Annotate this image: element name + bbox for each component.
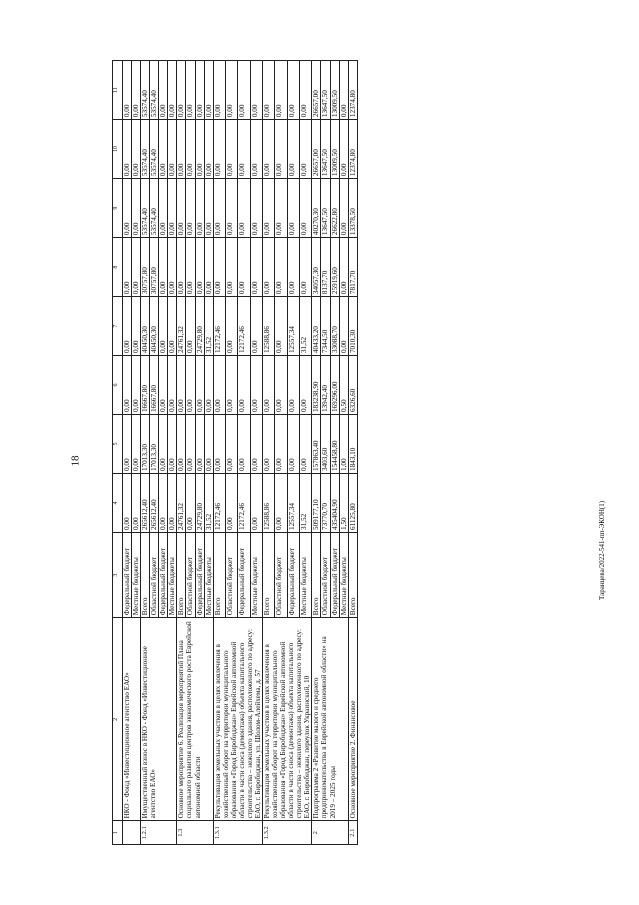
- value-cell: 0,00: [263, 61, 275, 120]
- value-cell: 24729,80: [195, 297, 204, 356]
- value-cell: 13942,40: [321, 356, 330, 415]
- value-cell: 40270,30: [312, 179, 321, 238]
- value-cell: 0,00: [159, 238, 168, 297]
- row-name: Основное мероприятие 6. Реализация мероприятий Плана социального развития центров экономического роста Еврейской автономной области: [177, 618, 213, 821]
- rotated-table-wrap: [112, 60, 617, 845]
- source-label: Всего: [141, 533, 150, 618]
- value-cell: 13009,50: [330, 61, 339, 120]
- column-number: 4: [113, 474, 123, 533]
- value-cell: 0,00: [204, 238, 213, 297]
- value-cell: 12588,86: [263, 474, 275, 533]
- value-cell: 0,00: [186, 238, 195, 297]
- value-cell: 0,00: [168, 120, 177, 179]
- value-cell: 0,00: [339, 238, 348, 297]
- value-cell: 24729,80: [195, 474, 204, 533]
- value-cell: 0,00: [339, 297, 348, 356]
- table-row: [123, 61, 132, 845]
- value-cell: 0,00: [186, 61, 195, 120]
- value-cell: 0,00: [186, 415, 195, 474]
- value-cell: 0,00: [300, 120, 312, 179]
- value-cell: 24761,32: [177, 474, 186, 533]
- value-cell: 0,00: [204, 179, 213, 238]
- value-cell: 0,00: [204, 120, 213, 179]
- value-cell: 0,00: [159, 356, 168, 415]
- value-cell: 0,00: [195, 238, 204, 297]
- value-cell: 0,00: [186, 356, 195, 415]
- column-number: 1: [113, 821, 123, 845]
- column-number: 11: [113, 61, 123, 120]
- value-cell: 0,00: [123, 297, 132, 356]
- row-number: 2: [312, 821, 348, 845]
- source-label: Федеральный бюджет: [123, 533, 132, 618]
- value-cell: 0,00: [225, 297, 237, 356]
- table-row: [213, 61, 225, 845]
- value-cell: 0,00: [250, 61, 262, 120]
- value-cell: 0,00: [238, 120, 250, 179]
- value-cell: 0,50: [339, 356, 348, 415]
- value-cell: 16667,80: [141, 356, 150, 415]
- value-cell: 34057,30: [312, 238, 321, 297]
- source-label: Всего: [263, 533, 275, 618]
- value-cell: 73770,70: [321, 474, 330, 533]
- value-cell: 157863,40: [312, 415, 321, 474]
- value-cell: 0,00: [177, 356, 186, 415]
- value-cell: 7344,50: [321, 297, 330, 356]
- value-cell: 0,00: [250, 179, 262, 238]
- value-cell: 25919,60: [330, 238, 339, 297]
- source-label: Местные бюджеты: [168, 533, 177, 618]
- value-cell: 0,00: [263, 238, 275, 297]
- value-cell: 0,00: [177, 415, 186, 474]
- value-cell: 0,00: [275, 120, 287, 179]
- value-cell: 0,00: [177, 61, 186, 120]
- value-cell: 509177,10: [312, 474, 321, 533]
- value-cell: 40450,30: [150, 297, 159, 356]
- row-name: Рекультивация земельных участков в целях вовлечения в хозяйственный оборот на территории муниципального образования «Город Биробиджан» Еврейской автономной области в части сноса (демонтажа) объекта капитального строительства – нежилого здания, расположенного по адресу: ЕАО, г. Биробиджан, переулок Украинский, 10: [263, 618, 312, 821]
- value-cell: 0,00: [300, 415, 312, 474]
- source-label: Федеральный бюджет: [159, 533, 168, 618]
- value-cell: 0,00: [186, 474, 195, 533]
- value-cell: 0,00: [339, 179, 348, 238]
- value-cell: 0,00: [195, 120, 204, 179]
- column-number: 3: [113, 533, 123, 618]
- value-cell: 0,00: [300, 238, 312, 297]
- value-cell: 0,00: [238, 238, 250, 297]
- value-cell: 17013,30: [150, 415, 159, 474]
- source-label: Всего: [348, 533, 357, 618]
- document-stamp: Таранцева/2022-541-пп-ЭКОН(1): [598, 500, 606, 600]
- value-cell: 12557,34: [287, 474, 299, 533]
- value-cell: 0,00: [213, 61, 225, 120]
- value-cell: 0,00: [168, 415, 177, 474]
- value-cell: 0,00: [225, 120, 237, 179]
- budget-table: [112, 60, 358, 845]
- column-number: 9: [113, 179, 123, 238]
- value-cell: 12172,46: [238, 474, 250, 533]
- value-cell: 53574,40: [141, 120, 150, 179]
- source-label: Местные бюджеты: [204, 533, 213, 618]
- value-cell: 0,00: [275, 415, 287, 474]
- source-label: Местные бюджеты: [300, 533, 312, 618]
- value-cell: 0,00: [250, 356, 262, 415]
- value-cell: 0,00: [300, 179, 312, 238]
- value-cell: 17013,30: [141, 415, 150, 474]
- value-cell: 12588,86: [263, 297, 275, 356]
- value-cell: 0,00: [238, 415, 250, 474]
- value-cell: 0,00: [123, 120, 132, 179]
- value-cell: 0,00: [186, 120, 195, 179]
- value-cell: 0,00: [300, 356, 312, 415]
- column-number: 10: [113, 120, 123, 179]
- source-label: Областной бюджет: [225, 533, 237, 618]
- value-cell: 0,00: [132, 61, 141, 120]
- value-cell: 0,00: [287, 179, 299, 238]
- column-number: 5: [113, 415, 123, 474]
- value-cell: 0,00: [204, 61, 213, 120]
- value-cell: 12557,34: [287, 297, 299, 356]
- value-cell: 0,00: [275, 238, 287, 297]
- value-cell: 0,00: [238, 179, 250, 238]
- value-cell: 435404,90: [330, 474, 339, 533]
- value-cell: 0,00: [168, 356, 177, 415]
- value-cell: 33088,70: [330, 297, 339, 356]
- value-cell: 61125,80: [348, 474, 357, 533]
- value-cell: 0,00: [300, 61, 312, 120]
- value-cell: 0,00: [132, 356, 141, 415]
- value-cell: 0,00: [177, 120, 186, 179]
- source-label: Областной бюджет: [150, 533, 159, 618]
- value-cell: 0,00: [177, 238, 186, 297]
- source-label: Областной бюджет: [275, 533, 287, 618]
- value-cell: 31,52: [204, 297, 213, 356]
- value-cell: 169296,00: [330, 356, 339, 415]
- source-label: Всего: [312, 533, 321, 618]
- value-cell: 0,00: [287, 238, 299, 297]
- value-cell: 13647,50: [321, 179, 330, 238]
- value-cell: 0,00: [238, 61, 250, 120]
- header-row: [113, 61, 123, 845]
- value-cell: 26657,00: [312, 61, 321, 120]
- value-cell: 0,00: [123, 61, 132, 120]
- value-cell: 0,00: [225, 474, 237, 533]
- row-name: Рекультивация земельных участков в целях вовлечения в хозяйственный оборот на территории муниципального образования «Город Биробиджан» Еврейской автономной области в части сноса (демонтажа) объекта капитального строительства – нежилого здания, расположенного по адресу: ЕАО, г. Биробиджан, ул. Шолом-Алейхема, д. 57: [213, 618, 262, 821]
- value-cell: 1,00: [339, 415, 348, 474]
- value-cell: 24761,32: [177, 297, 186, 356]
- value-cell: 0,00: [159, 120, 168, 179]
- source-label: Федеральный бюджет: [195, 533, 204, 618]
- table-row: [177, 61, 186, 845]
- value-cell: 0,00: [225, 356, 237, 415]
- value-cell: 0,00: [339, 120, 348, 179]
- value-cell: 1843,10: [348, 415, 357, 474]
- value-cell: 0,00: [287, 120, 299, 179]
- value-cell: 0,00: [123, 356, 132, 415]
- source-label: Областной бюджет: [321, 533, 330, 618]
- value-cell: 7010,30: [348, 297, 357, 356]
- table-row: [263, 61, 275, 845]
- value-cell: 0,00: [132, 120, 141, 179]
- value-cell: 0,00: [168, 297, 177, 356]
- value-cell: 0,00: [263, 415, 275, 474]
- value-cell: 13378,50: [348, 179, 357, 238]
- row-number: 1.3.1: [213, 821, 262, 845]
- value-cell: 0,00: [263, 356, 275, 415]
- value-cell: 0,00: [225, 61, 237, 120]
- value-cell: 0,00: [123, 238, 132, 297]
- source-label: Федеральный бюджет: [238, 533, 250, 618]
- value-cell: 265612,40: [141, 474, 150, 533]
- source-label: Местные бюджеты: [339, 533, 348, 618]
- value-cell: 13647,50: [321, 61, 330, 120]
- column-number: 8: [113, 238, 123, 297]
- value-cell: 0,00: [195, 415, 204, 474]
- value-cell: 0,00: [250, 297, 262, 356]
- value-cell: 0,00: [287, 415, 299, 474]
- value-cell: 31,52: [300, 297, 312, 356]
- value-cell: 0,00: [275, 179, 287, 238]
- value-cell: 0,00: [213, 415, 225, 474]
- table-row: [312, 61, 321, 845]
- value-cell: 0,00: [213, 179, 225, 238]
- value-cell: 0,00: [168, 474, 177, 533]
- value-cell: 0,00: [263, 179, 275, 238]
- value-cell: 0,00: [123, 474, 132, 533]
- value-cell: 0,00: [159, 61, 168, 120]
- value-cell: 0,00: [168, 179, 177, 238]
- value-cell: 0,00: [132, 297, 141, 356]
- value-cell: 0,00: [204, 356, 213, 415]
- value-cell: 3403,60: [321, 415, 330, 474]
- value-cell: 0,00: [168, 238, 177, 297]
- value-cell: 0,00: [238, 356, 250, 415]
- value-cell: 6326,60: [348, 356, 357, 415]
- row-number: [123, 821, 141, 845]
- value-cell: 0,00: [195, 356, 204, 415]
- column-number: 6: [113, 356, 123, 415]
- column-number: 2: [113, 618, 123, 821]
- row-number: 1.3.2: [263, 821, 312, 845]
- value-cell: 0,00: [204, 415, 213, 474]
- value-cell: 0,00: [213, 238, 225, 297]
- value-cell: 0,00: [287, 61, 299, 120]
- value-cell: 31,52: [300, 474, 312, 533]
- value-cell: 0,00: [159, 297, 168, 356]
- value-cell: 12172,46: [238, 297, 250, 356]
- value-cell: 0,00: [132, 179, 141, 238]
- row-number: 2.1: [348, 821, 357, 845]
- value-cell: 265612,40: [150, 474, 159, 533]
- row-name: НКО - Фонд «Инвестиционное агентство ЕАО»: [123, 618, 141, 821]
- page-number: 18: [69, 455, 82, 467]
- value-cell: 0,00: [213, 356, 225, 415]
- value-cell: 0,00: [186, 297, 195, 356]
- value-cell: 12172,46: [213, 474, 225, 533]
- value-cell: 12374,80: [348, 61, 357, 120]
- value-cell: 0,00: [177, 179, 186, 238]
- value-cell: 0,00: [275, 474, 287, 533]
- value-cell: 26657,00: [312, 120, 321, 179]
- value-cell: 12172,46: [213, 297, 225, 356]
- value-cell: 183238,90: [312, 356, 321, 415]
- value-cell: 0,00: [132, 415, 141, 474]
- value-cell: 0,00: [159, 415, 168, 474]
- value-cell: 31,52: [204, 474, 213, 533]
- value-cell: 40433,20: [312, 297, 321, 356]
- source-label: Всего: [177, 533, 186, 618]
- value-cell: 8137,70: [321, 238, 330, 297]
- source-label: Местные бюджеты: [250, 533, 262, 618]
- value-cell: 13009,50: [330, 120, 339, 179]
- row-number: 1.3: [177, 821, 213, 845]
- value-cell: 0,00: [195, 61, 204, 120]
- value-cell: 0,00: [123, 415, 132, 474]
- value-cell: 40450,30: [141, 297, 150, 356]
- value-cell: 0,00: [225, 238, 237, 297]
- value-cell: 26622,80: [330, 179, 339, 238]
- value-cell: 53574,40: [150, 179, 159, 238]
- table-row: [348, 61, 357, 845]
- table-row: [141, 61, 150, 845]
- value-cell: 53574,40: [150, 120, 159, 179]
- value-cell: 7817,70: [348, 238, 357, 297]
- value-cell: 12374,80: [348, 120, 357, 179]
- value-cell: 0,00: [186, 179, 195, 238]
- row-name: Подпрограмма 2 «Развитие малого и среднего предпринимательства в Еврейской автономной области» на 2019 – 2025 годы: [312, 618, 348, 821]
- value-cell: 0,00: [159, 179, 168, 238]
- value-cell: 0,00: [275, 297, 287, 356]
- value-cell: 0,00: [168, 61, 177, 120]
- value-cell: 53574,40: [141, 179, 150, 238]
- value-cell: 53574,40: [150, 61, 159, 120]
- row-name: Имущественный взнос в НКО - Фонд «Инвестиционное агентство ЕАО»: [141, 618, 177, 821]
- value-cell: 0,00: [132, 238, 141, 297]
- row-name: Основное мероприятие 2. Финансовое: [348, 618, 357, 821]
- value-cell: 0,00: [263, 120, 275, 179]
- source-label: Областной бюджет: [186, 533, 195, 618]
- source-label: Местные бюджеты: [132, 533, 141, 618]
- column-number: 7: [113, 297, 123, 356]
- value-cell: 0,00: [250, 474, 262, 533]
- value-cell: 0,00: [339, 61, 348, 120]
- value-cell: 0,00: [225, 179, 237, 238]
- row-number: 1.2.1: [141, 821, 177, 845]
- value-cell: 0,00: [159, 474, 168, 533]
- value-cell: 0,00: [123, 179, 132, 238]
- value-cell: 53574,40: [141, 61, 150, 120]
- value-cell: 0,00: [213, 120, 225, 179]
- value-cell: 0,00: [225, 415, 237, 474]
- value-cell: 0,00: [275, 356, 287, 415]
- value-cell: 0,00: [250, 120, 262, 179]
- value-cell: 0,00: [275, 61, 287, 120]
- value-cell: 154458,80: [330, 415, 339, 474]
- source-label: Федеральный бюджет: [287, 533, 299, 618]
- value-cell: 0,00: [250, 415, 262, 474]
- value-cell: 16667,80: [150, 356, 159, 415]
- source-label: Федеральный бюджет: [330, 533, 339, 618]
- value-cell: 0,00: [132, 474, 141, 533]
- source-label: Всего: [213, 533, 225, 618]
- value-cell: 0,00: [287, 356, 299, 415]
- value-cell: 1,50: [339, 474, 348, 533]
- value-cell: 0,00: [250, 238, 262, 297]
- value-cell: 13647,50: [321, 120, 330, 179]
- value-cell: 0,00: [195, 179, 204, 238]
- value-cell: 30757,80: [141, 238, 150, 297]
- value-cell: 30757,80: [150, 238, 159, 297]
